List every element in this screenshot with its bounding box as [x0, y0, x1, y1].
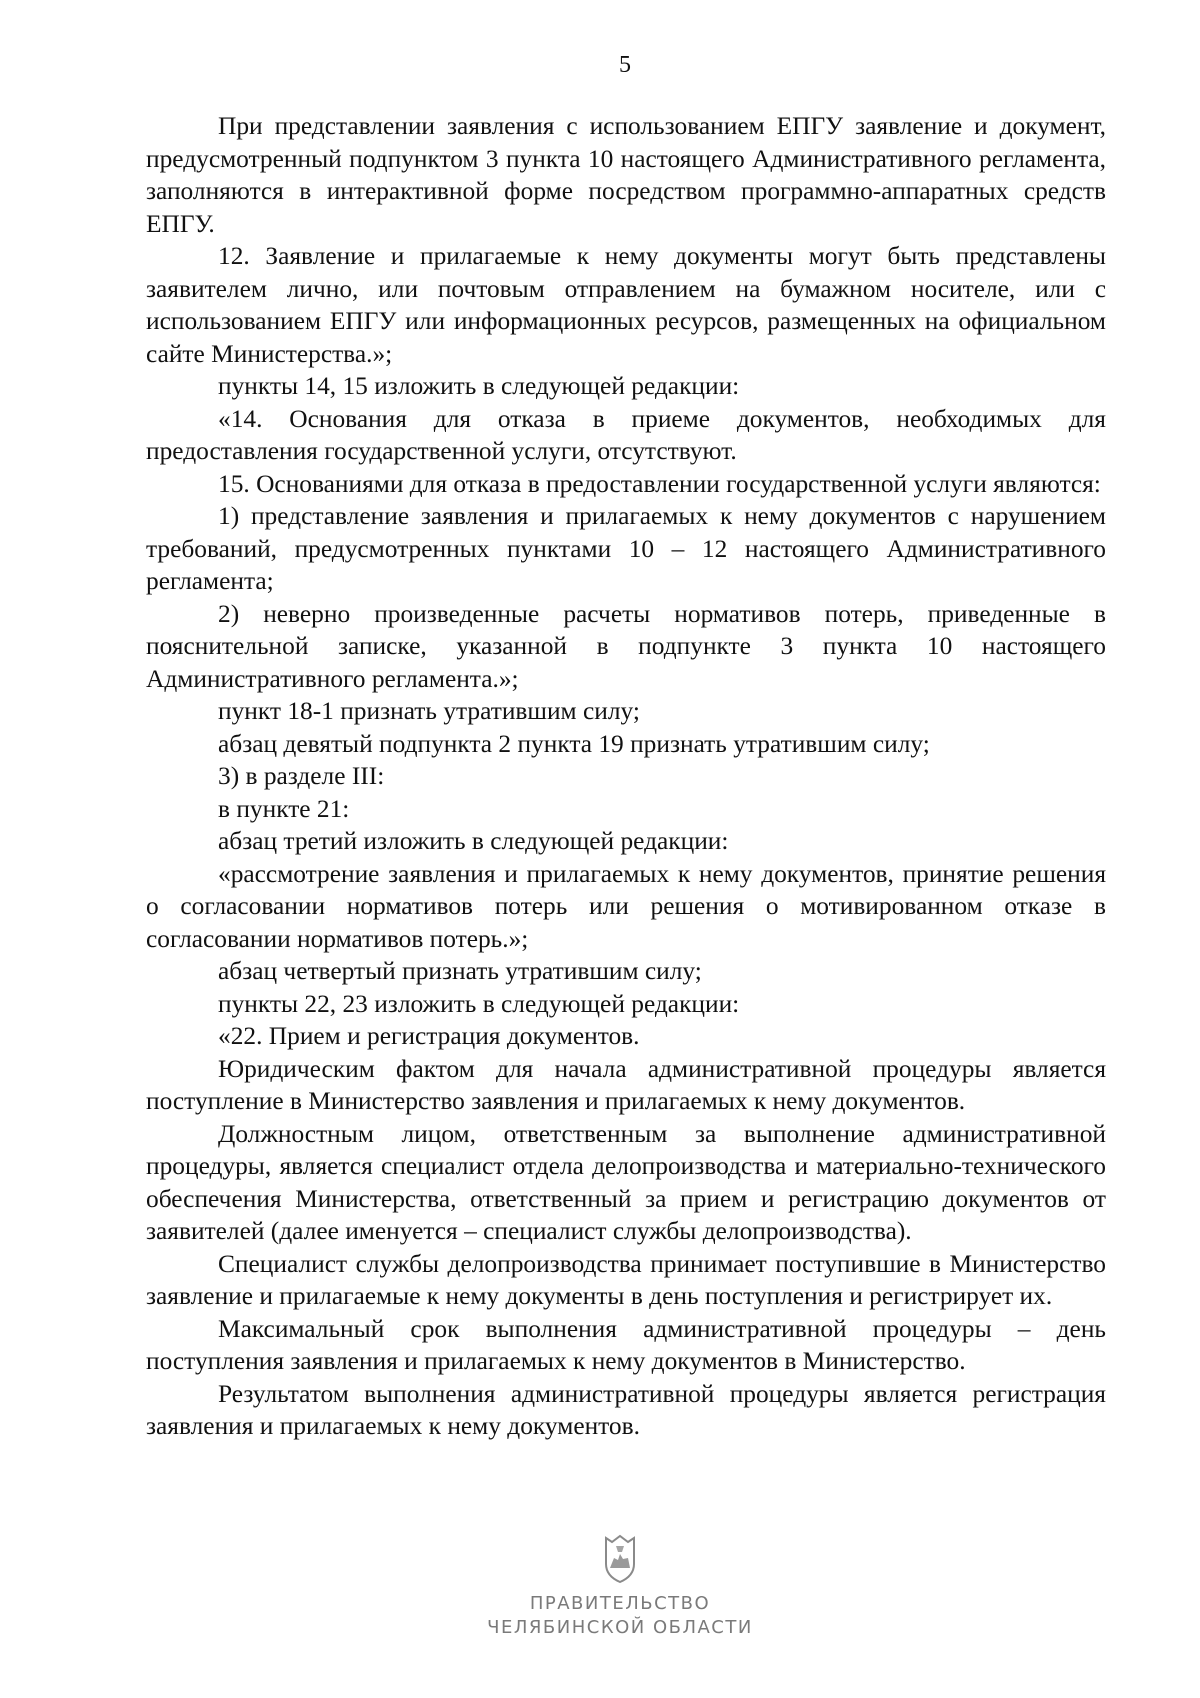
- coat-of-arms-emblem-icon: [598, 1532, 642, 1584]
- paragraph: абзац четвертый признать утратившим силу;: [218, 957, 702, 985]
- document-body: [146, 110, 1106, 1443]
- paragraph: «22. Прием и регистрация документов.: [218, 1022, 640, 1050]
- paragraph: 12. Заявление и прилагаемые к нему документы могут быть представлены заявителем лично, или почтовым отправлением на бумажном носителе, или с использованием ЕПГУ или информационных ресурсов, размещенных на официальном сайте Министерства.»;: [146, 242, 1106, 368]
- paragraph: Юридическим фактом для начала административной процедуры является поступление в Министерство заявления и прилагаемых к нему документов.: [146, 1054, 1106, 1115]
- paragraph: 2) неверно произведенные расчеты нормативов потерь, приведенные в пояснительной записке, указанной в подпункте 3 пункта 10 настоящего Административного регламента.»;: [146, 599, 1106, 693]
- seal-line-2: ЧЕЛЯБИНСКОЙ ОБЛАСТИ: [487, 1617, 753, 1638]
- paragraph: абзац третий изложить в следующей редакции:: [218, 827, 729, 855]
- paragraph: пункт 18-1 признать утратившим силу;: [218, 697, 640, 725]
- paragraph: пункты 22, 23 изложить в следующей редакции:: [218, 989, 740, 1018]
- page-number: 5: [619, 52, 631, 78]
- paragraph: Максимальный срок выполнения административной процедуры – день поступления заявления и прилагаемых к нему документов в Министерство.: [146, 1314, 1106, 1375]
- paragraph: пункты 14, 15 изложить в следующей редакции:: [218, 372, 740, 400]
- paragraph: Должностным лицом, ответственным за выполнение административной процедуры, является специалист отдела делопроизводства и материально-технического обеспечения Министерства, ответственный за прием и регистрацию документов от заявителей (далее именуется – специалист службы делопроизводства).: [146, 1119, 1106, 1245]
- paragraph: 3) в разделе III:: [218, 762, 385, 790]
- paragraph: «рассмотрение заявления и прилагаемых к нему документов, принятие решения о согласовании нормативов потерь или решения о мотивированном отказе в согласовании нормативов потерь.»;: [146, 859, 1106, 953]
- paragraph: При представлении заявления с использованием ЕПГУ заявление и документ, предусмотренный подпунктом 3 пункта 10 настоящего Административного регламента, заполняются в интерактивной форме посредством программно-аппаратных средств ЕПГУ.: [146, 112, 1106, 238]
- seal-line-1: ПРАВИТЕЛЬСТВО: [529, 1593, 711, 1614]
- paragraph: в пункте 21:: [218, 794, 350, 823]
- paragraph: 1) представление заявления и прилагаемых к нему документов с нарушением требований, предусмотренных пунктами 10 – 12 настоящего Административного регламента;: [146, 502, 1106, 595]
- paragraph: «14. Основания для отказа в приеме документов, необходимых для предоставления государственной услуги, отсутствуют.: [146, 404, 1106, 465]
- government-seal: [460, 1532, 780, 1640]
- paragraph: Результатом выполнения административной процедуры является регистрация заявления и прилагаемых к нему документов.: [146, 1379, 1106, 1440]
- paragraph: абзац девятый подпункта 2 пункта 19 признать утратившим силу;: [218, 729, 930, 758]
- paragraph: Специалист службы делопроизводства принимает поступившие в Министерство заявление и прилагаемые к нему документы в день поступления и регистрирует их.: [146, 1249, 1106, 1310]
- paragraph: 15. Основаниями для отказа в предоставлении государственной услуги являются:: [218, 469, 1101, 498]
